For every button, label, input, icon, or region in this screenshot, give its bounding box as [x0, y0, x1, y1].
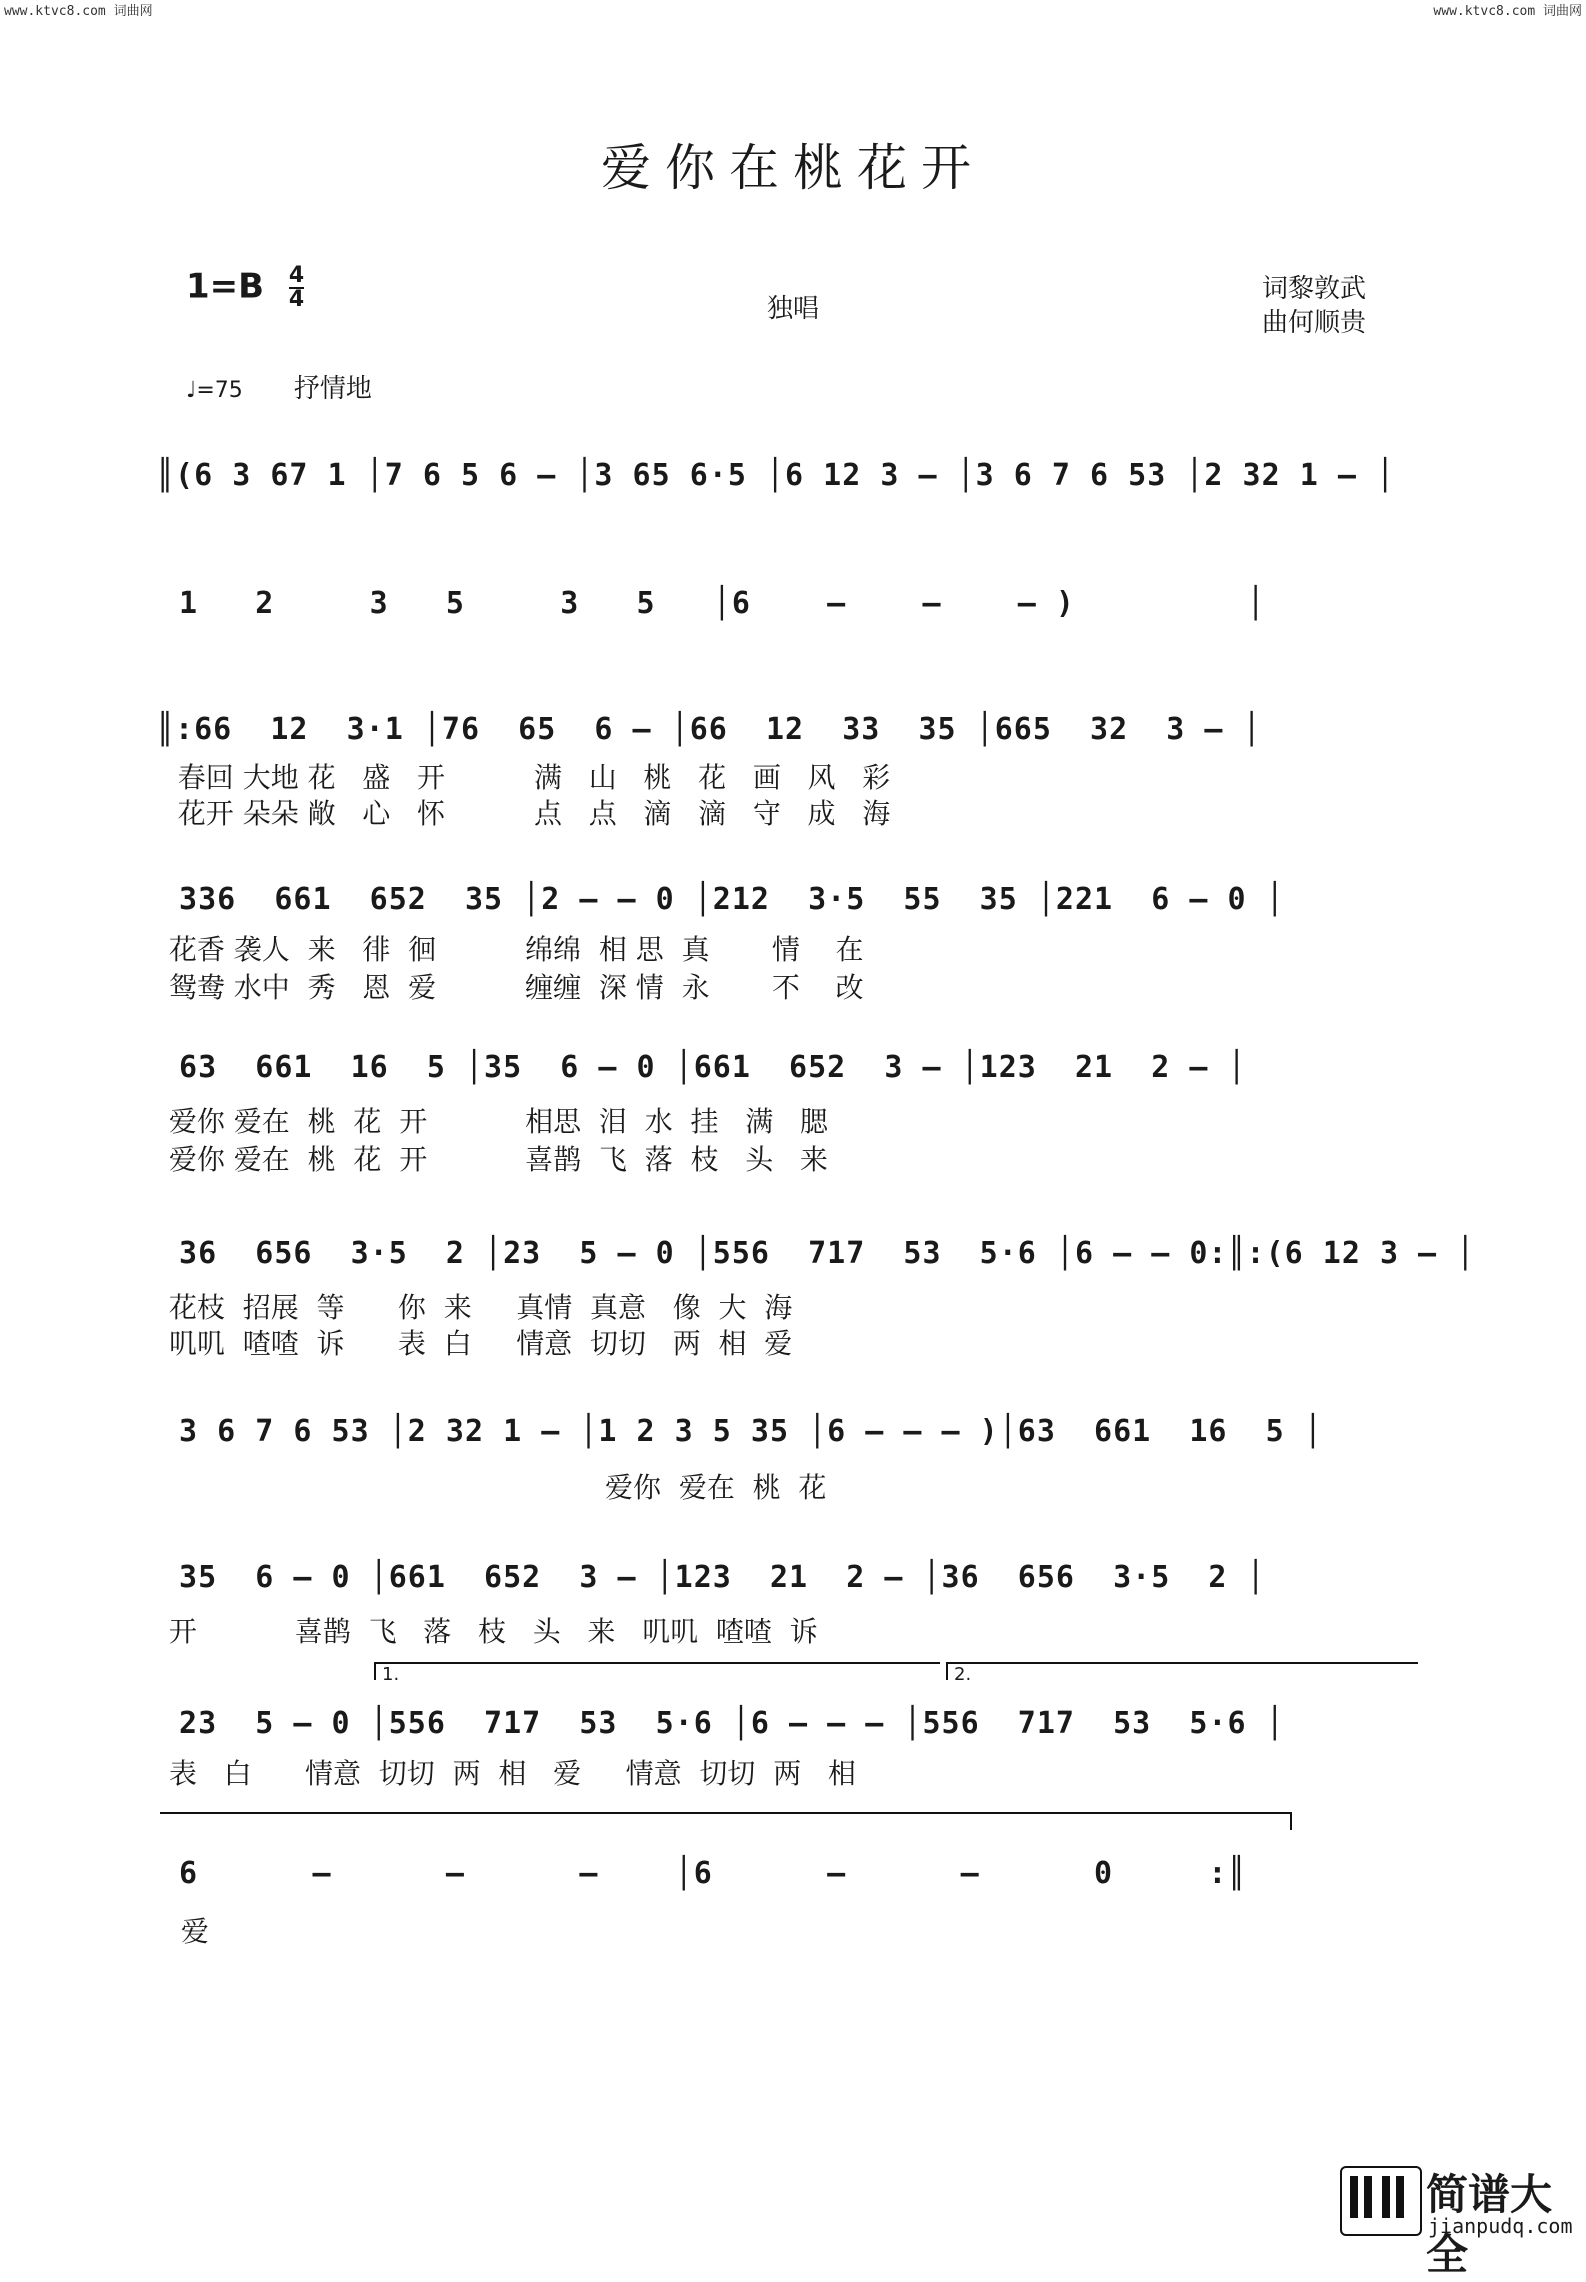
header-watermark-right: www.ktvc8.com 词曲网	[1433, 4, 1582, 19]
logo-chinese-text: 简谱大全	[1426, 2170, 1553, 2279]
lyricist: 词黎敦武	[1262, 274, 1367, 304]
staff-line-7: 3 6 7 6 53 │2 32 1 – │1 2 3 5 35 │6 – – – )│63 661 16 5 │	[160, 1414, 1323, 1449]
lyric-line-9-verse-1: 表 白 情意 切切 两 相 爱 情意 切切 两 相	[160, 1757, 856, 1790]
lyric-line-5-verse-2: 爱你 爱在 桃 花 开 喜鹊 飞 落 枝 头 来	[160, 1143, 828, 1176]
volta-second-ending	[946, 1662, 1418, 1685]
staff-line-5: 63 661 16 5 │35 6 – 0 │661 652 3 – │123 21 2 – │	[160, 1050, 1247, 1085]
volta-first-ending	[374, 1662, 940, 1685]
header-watermark-left: www.ktvc8.com 词曲网	[4, 4, 153, 19]
expression-mark: 抒情地	[293, 374, 372, 404]
staff-line-4: 336 661 652 35 │2 – – 0 │212 3·5 55 35 │221 6 – 0 │	[160, 882, 1285, 917]
volta-second-label: 2.	[954, 1664, 972, 1685]
volta-first-label: 1.	[382, 1664, 400, 1685]
lyric-line-5-verse-1: 爱你 爱在 桃 花 开 相思 泪 水 挂 满 腮	[160, 1105, 828, 1138]
staff-line-3: ║:66 12 3·1 │76 65 6 – │66 12 33 35 │665 32 3 – │	[156, 712, 1262, 747]
lyric-line-4-verse-1: 花香 袭人 来 徘 徊 绵绵 相 思 真 情 在	[160, 933, 864, 966]
site-logo	[1340, 2162, 1580, 2279]
lyric-line-10-verse-1: 爱	[172, 1915, 209, 1948]
lyric-line-3-verse-1: 春回 大地 花 盛 开 满 山 桃 花 画 风 彩	[160, 761, 891, 794]
credits	[1262, 272, 1366, 340]
lyric-line-6-verse-1: 花枝 招展 等 你 来 真情 真意 像 大 海	[160, 1291, 793, 1324]
meter-top: 4	[288, 263, 305, 288]
tempo	[186, 368, 372, 405]
lyric-line-6-verse-2: 叽叽 喳喳 诉 表 白 情意 切切 两 相 爱	[160, 1327, 793, 1360]
staff-line-8: 35 6 – 0 │661 652 3 – │123 21 2 – │36 656 3·5 2 │	[160, 1560, 1266, 1595]
song-title: 爱你在桃花开	[601, 139, 985, 197]
separator-end-tick	[1290, 1812, 1292, 1830]
performance-type: 独唱	[766, 294, 819, 324]
lyric-line-3-verse-2: 花开 朵朵 敞 心 怀 点 点 滴 滴 守 成 海	[160, 797, 891, 830]
staff-line-9: 23 5 – 0 │556 717 53 5·6 │6 – – – │556 717 53 5·6 │	[160, 1706, 1285, 1741]
lyric-line-8-verse-1: 开 喜鹊 飞 落 枝 头 来 叽叽 喳喳 诉	[160, 1615, 818, 1648]
staff-line-2: 1 2 3 5 3 5 │6 – – – ) │	[160, 586, 1266, 621]
piano-icon	[1340, 2166, 1422, 2236]
key-tonic: 1=B	[186, 266, 265, 307]
tempo-mark: ♩=75	[186, 378, 243, 403]
composer: 曲何顺贵	[1262, 308, 1367, 338]
separator-rule	[160, 1812, 1292, 1814]
lyric-line-4-verse-2: 鸳鸯 水中 秀 恩 爱 缠缠 深 情 永 不 改	[160, 971, 864, 1004]
logo-url-text: jianpudq.com	[1428, 2214, 1573, 2238]
lyric-line-7-verse-1: 爱你 爱在 桃 花	[160, 1471, 827, 1504]
meter-bottom: 4	[288, 287, 305, 312]
staff-line-10: 6 – – – │6 – – 0 :║	[160, 1856, 1247, 1891]
staff-line-6: 36 656 3·5 2 │23 5 – 0 │556 717 53 5·6 │6 – – 0:║:(6 12 3 – │	[160, 1236, 1476, 1271]
staff-line-1: ║(6 3 67 1 │7 6 5 6 – │3 65 6·5 │6 12 3 – │3 6 7 6 53 │2 32 1 – │	[156, 458, 1395, 493]
